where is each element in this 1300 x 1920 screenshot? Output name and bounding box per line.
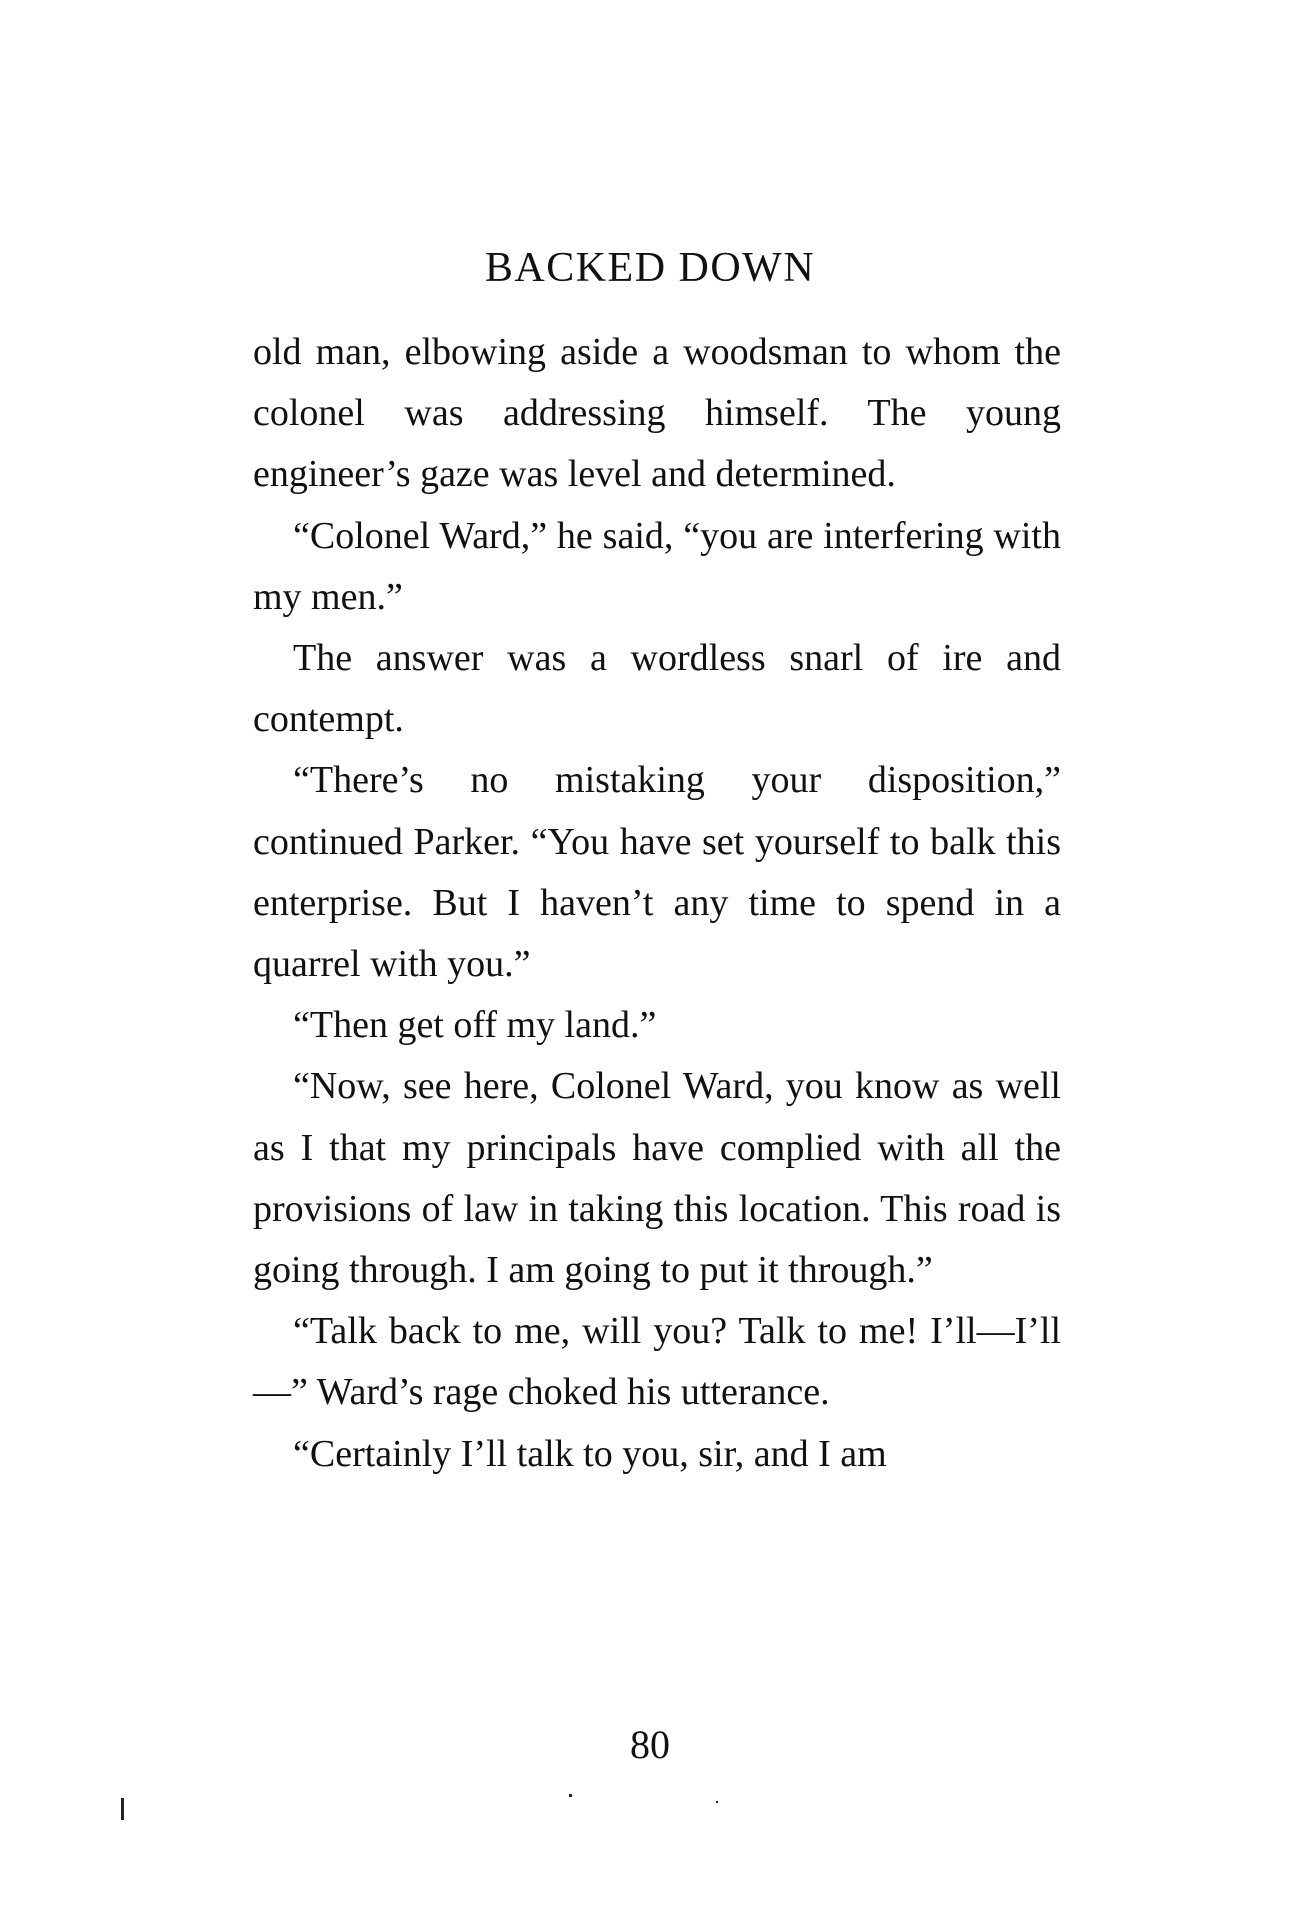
paragraph: “Now, see here, Colonel Ward, you know as well as I that my principals have complied with all the provisions of law in taking this location. This road is going through. I am going to put it through.” [253,1065,1061,1292]
paragraph: “Then get off my land.” [293,1004,657,1047]
scan-dot [716,1801,718,1803]
paragraph: “Talk back to me, will you? Talk to me! I’ll—I’ll—” Ward’s rage choked his utterance. [253,1310,1061,1414]
page-number: 80 [630,1722,670,1767]
running-head: BACKED DOWN [484,245,816,291]
paragraph: “There’s no mistaking your disposition,” continued Parker. “You have set yourself to balk this enterprise. But I haven’t any time to spend in a quarrel with you.” [253,759,1061,986]
body-text [253,322,1061,1485]
paragraph: The answer was a wordless snarl of ire and contempt. [253,637,1061,741]
paragraph: “Colonel Ward,” he said, “you are interfering with my men.” [253,514,1061,618]
scan-mark [121,1798,124,1820]
scan-dot [569,1794,572,1797]
paragraph-continuation: old man, elbowing aside a woodsman to whom the colonel was addressing himself. The young engineer’s gaze was level and determined. [253,331,1061,496]
paragraph-last: “Certainly I’ll talk to you, sir, and I am [293,1432,887,1475]
